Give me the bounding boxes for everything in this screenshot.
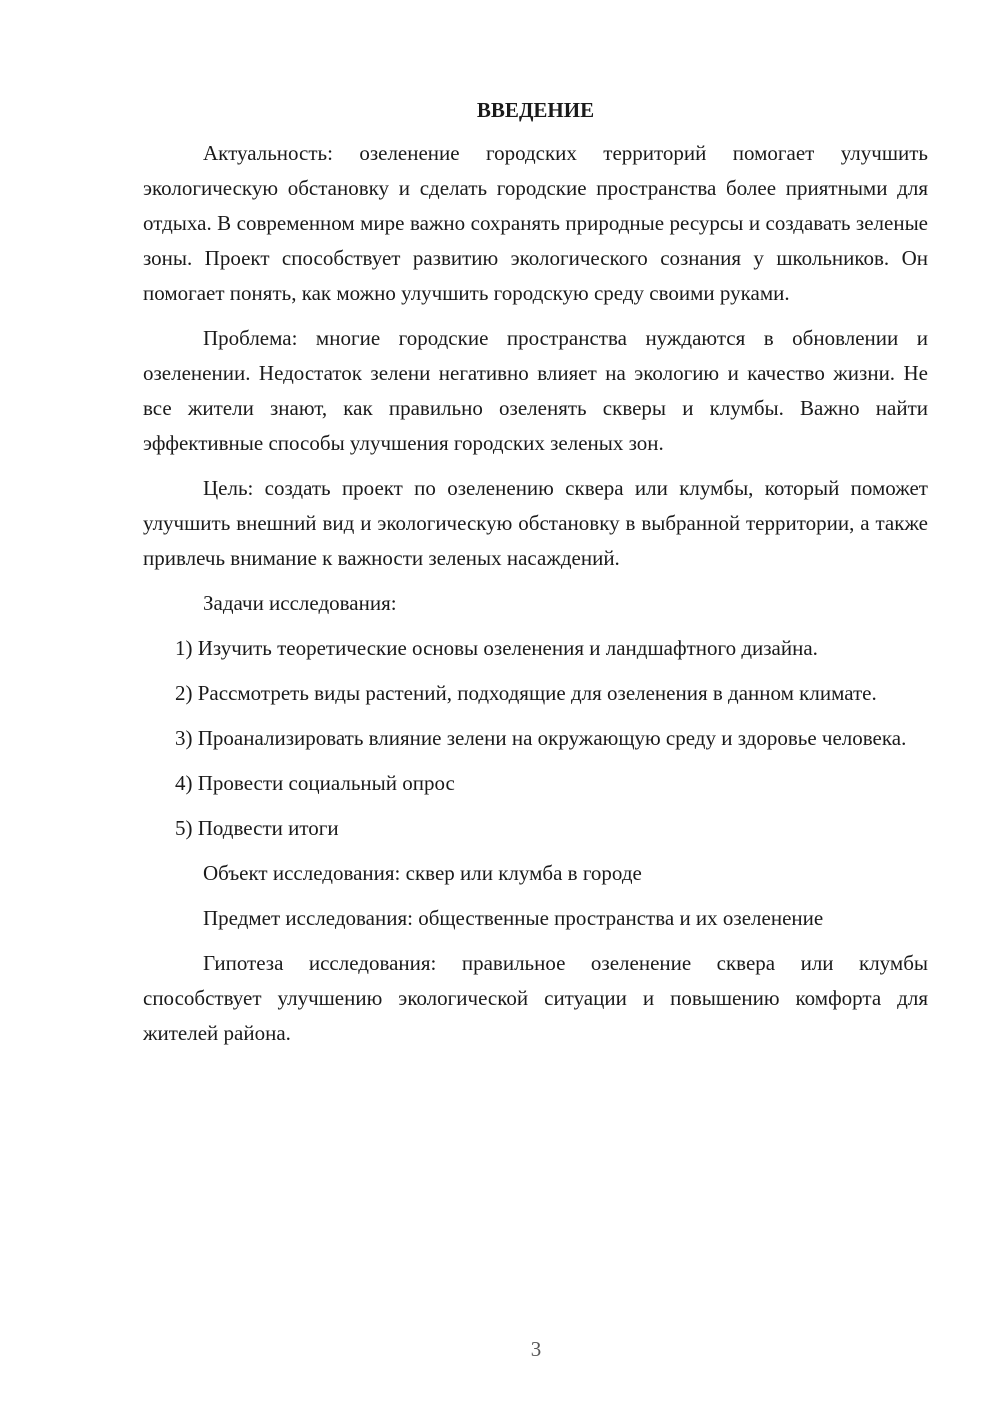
object-paragraph: Объект исследования: сквер или клумба в городе: [203, 861, 642, 885]
page-number: 3: [530, 1337, 542, 1361]
subject-paragraph: Предмет исследования: общественные пространства и их озеленение: [203, 906, 824, 930]
task-item-5: 5) Подвести итоги: [175, 816, 339, 840]
page-title: ВВЕДЕНИЕ: [476, 98, 595, 122]
page-content: [143, 93, 928, 1061]
tasks-heading: Задачи исследования:: [203, 591, 397, 615]
problem-paragraph: Проблема: многие городские пространства нуждаются в обновлении и озеленении. Недостаток зелени негативно влияет на экологию и качество жизни. Не все жители знают, как правильно озеленять скверы и клумбы. Важно найти эффективные способы улучшения городских зеленых зон.: [143, 326, 928, 455]
task-item-2: 2) Рассмотреть виды растений, подходящие для озеленения в данном климате.: [175, 681, 877, 705]
goal-paragraph: Цель: создать проект по озеленению сквера или клумбы, который поможет улучшить внешний вид и экологическую обстановку в выбранной территории, а также привлечь внимание к важности зеленых насаждений.: [143, 476, 928, 570]
relevance-paragraph: Актуальность: озеленение городских территорий помогает улучшить экологическую обстановку и сделать городские пространства более приятными для отдыха. В современном мире важно сохранять природные ресурсы и создавать зеленые зоны. Проект способствует развитию экологического сознания у школьников. Он помогает понять, как можно улучшить городскую среду своими руками.: [143, 141, 928, 305]
task-item-4: 4) Провести социальный опрос: [175, 771, 455, 795]
task-item-1: 1) Изучить теоретические основы озеленения и ландшафтного дизайна.: [175, 636, 818, 660]
hypothesis-paragraph: Гипотеза исследования: правильное озеленение сквера или клумбы способствует улучшению экологической ситуации и повышению комфорта для жителей района.: [143, 951, 928, 1045]
task-item-3: 3) Проанализировать влияние зелени на окружающую среду и здоровье человека.: [175, 726, 907, 750]
